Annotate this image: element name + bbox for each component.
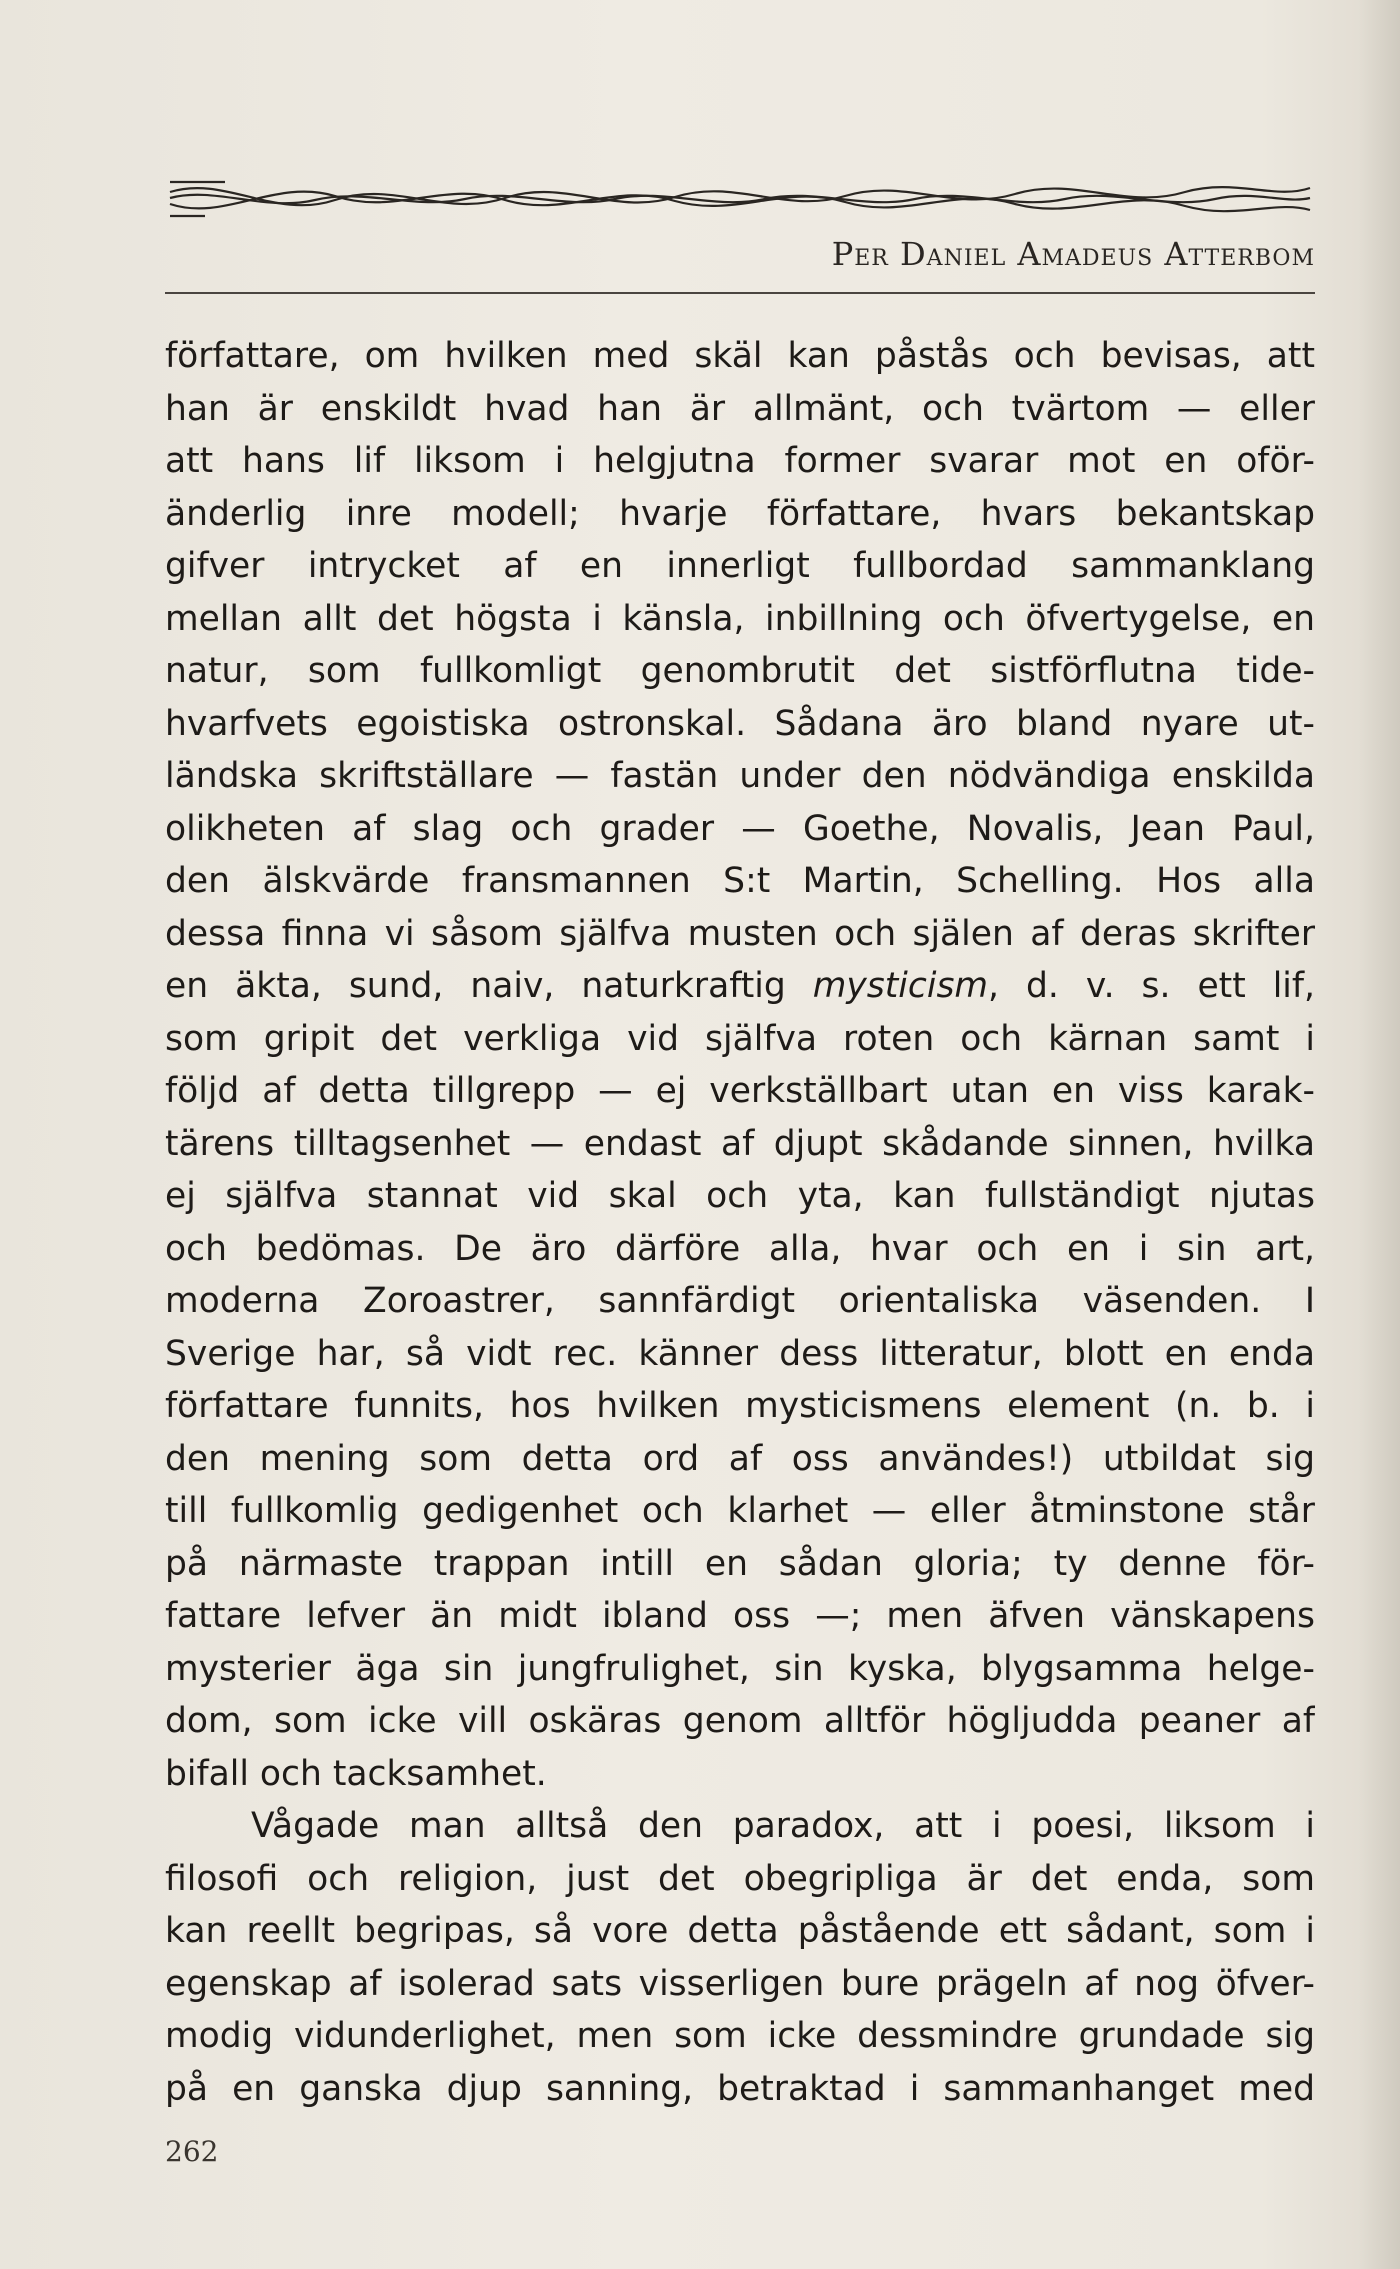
text-line: Vågade man alltså den paradox, att i poesi, liksom i — [251, 1806, 1315, 1846]
text-line: dessa finna vi såsom själfva musten och själen af deras skrifter — [165, 913, 1315, 954]
text-line: moderna Zoroastrer, sannfärdigt orientaliska väsenden. I — [165, 1281, 1315, 1321]
text-line: ej själfva stannat vid skal och yta, kan fullständigt njutas — [165, 1176, 1315, 1216]
text-line: författare funnits, hos hvilken mysticismens element (n. b. i — [165, 1386, 1315, 1426]
text-line: som gripit det verkliga vid själfva roten och kärnan samt i — [165, 1018, 1315, 1059]
text-line: olikheten af slag och grader — Goethe, Novalis, Jean Paul, — [165, 808, 1315, 849]
text-line: Sverige har, så vidt rec. känner dess litteratur, blott en enda — [165, 1333, 1315, 1374]
text-line: han är enskildt hvad han är allmänt, och tvärtom — eller — [165, 388, 1315, 429]
text-line: mellan allt det högsta i känsla, inbillning och öfvertygelse, en — [165, 598, 1315, 639]
text-line: på en ganska djup sanning, betraktad i sammanhanget med — [165, 2068, 1315, 2109]
text-line: mysterier äga sin jungfrulighet, sin kyska, blygsamma helge- — [165, 1648, 1315, 1689]
text-line: natur, som fullkomligt genombrutit det sistförflutna tide- — [165, 651, 1315, 691]
text-line: den mening som detta ord af oss användes!) utbildat sig — [165, 1438, 1315, 1479]
header-rule — [165, 292, 1315, 294]
text-line: modig vidunderlighet, men som icke dessmindre grundade sig — [165, 2016, 1315, 2056]
text-line: gifver intrycket af en innerligt fullbordad sammanklang — [165, 546, 1315, 586]
text-line: till fullkomlig gedigenhet och klarhet — eller åtminstone står — [165, 1491, 1315, 1531]
text-line: bifall och tacksamhet. — [165, 1753, 547, 1794]
text-line: hvarfvets egoistiska ostronskal. Sådana äro bland nyare ut- — [165, 703, 1315, 744]
text-line: fattare lefver än midt ibland oss —; men äfven vänskapens — [165, 1596, 1315, 1636]
italic-term: mysticism — [812, 966, 989, 1006]
text-line: författare, om hvilken med skäl kan påstås och bevisas, att — [165, 336, 1315, 376]
text-line: tärens tilltagsenhet — endast af djupt skådande sinnen, hvilka — [165, 1123, 1315, 1164]
running-head: Per Daniel Amadeus Atterbom — [831, 235, 1315, 273]
text-line: en äkta, sund, naiv, naturkraftig mysticism, d. v. s. ett lif, — [165, 966, 1315, 1006]
text-line: på närmaste trappan intill en sådan gloria; ty denne för- — [165, 1543, 1315, 1584]
text-line: filosofi och religion, just det obegripliga är det enda, som — [165, 1858, 1315, 1899]
text-line: ländska skriftställare — fastän under den nödvändiga enskilda — [165, 756, 1315, 796]
text-line: följd af detta tillgrepp — ej verkställbart utan en viss karak- — [165, 1071, 1315, 1111]
interlace-ornament-band — [165, 170, 1315, 225]
page-number: 262 — [165, 2135, 219, 2168]
text-line: den älskvärde fransmannen S:t Martin, Schelling. Hos alla — [165, 861, 1315, 901]
text-line: och bedömas. De äro därföre alla, hvar och en i sin art, — [165, 1228, 1315, 1269]
body-text — [165, 330, 1315, 2115]
text-line: egenskap af isolerad sats visserligen bure prägeln af nog öfver- — [165, 1963, 1315, 2004]
text-line: dom, som icke vill oskäras genom alltför högljudda peaner af — [165, 1701, 1315, 1741]
text-line: att hans lif liksom i helgjutna former svarar mot en oför- — [165, 441, 1315, 481]
text-line: änderlig inre modell; hvarje författare, hvars bekantskap — [165, 493, 1315, 534]
text-line: kan reellt begripas, så vore detta påstående ett sådant, som i — [165, 1911, 1315, 1951]
